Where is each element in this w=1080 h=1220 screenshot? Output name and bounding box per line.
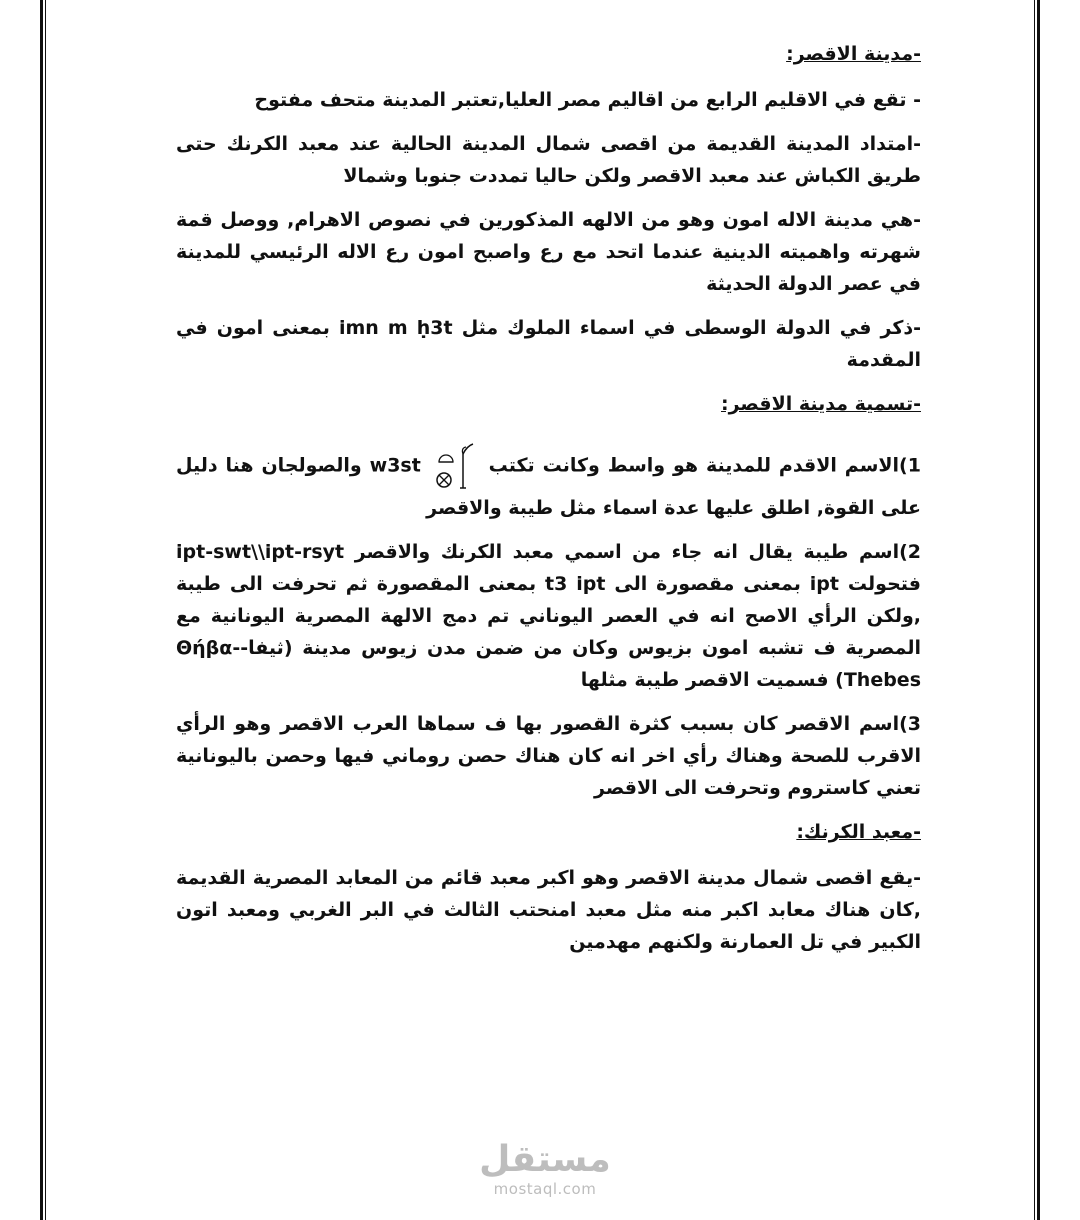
paragraph-middle-kingdom-a: -ذكر في الدولة الوسطى في اسماء الملوك مثل [461, 317, 922, 339]
paragraph-location: - تقع في الاقليم الرابع من اقاليم مصر العليا,تعتبر المدينة متحف مفتوح [254, 89, 921, 111]
page-border-right-inner [1034, 0, 1035, 1220]
page-border-left-inner [45, 0, 46, 1220]
mostaql-watermark [470, 1140, 620, 1198]
paragraph-extent: -امتداد المدينة القديمة من اقصى شمال المدينة الحالية عند معبد الكرنك حتى طريق الكباش عند معبد الاقصر ولكن حاليا تمددت جنوبا وشمالا [176, 133, 921, 187]
paragraph-middle-kingdom-b: بمعنى امون في المقدمة [176, 317, 921, 371]
watermark-arabic: مستقل [479, 1139, 611, 1180]
paragraph-karnak: -يقع اقصى شمال مدينة الاقصر وهو اكبر معبد قائم من المعابد المصرية القديمة ,كان هناك معابد اكبر منه مثل معبد امنحتب الثالث في البر الغربي ومعبد اتون الكبير في تل العمارنة ولكنهم مهدمين [176, 867, 921, 953]
document-body [176, 38, 921, 970]
section-heading-naming: -تسمية مدينة الاقصر: [721, 393, 921, 415]
transliteration-imn-m-h3t: imn m ḥ3t [338, 317, 453, 339]
paragraph-amun: -هي مدينة الاله امون وهو من الالهه المذكورين في نصوص الاهرام, ووصل قمة شهرته واهميته الدينية عندما اتحد مع رع واصبح امون رع الاله الرئيسي للمدينة في عصر الدولة الحديثة [176, 209, 921, 295]
page-border-left [40, 0, 43, 1220]
paragraph-oldest-name-a: 1)الاسم الاقدم للمدينة هو واسط وكانت تكتب [488, 454, 921, 477]
section-heading-karnak: -معبد الكرنك: [796, 821, 921, 843]
paragraph-oldest-name-b: والصولجان هنا دليل على القوة, اطلق عليها عدة اسماء مثل طيبة والاقصر [176, 454, 921, 519]
transliteration-w3st: w3st [369, 454, 421, 477]
hieroglyph-w3st-icon [433, 440, 477, 492]
page-border-right [1037, 0, 1040, 1220]
paragraph-oldest-name [176, 440, 921, 524]
paragraph-thebes: 2)اسم طيبة يقال انه جاء من اسمي معبد الكرنك والاقصر ipt-swt\\ipt-rsyt فتحولت ipt بمعنى مقصورة الى t3 ipt بمعنى المقصورة ثم تحرفت الى طيبة ,ولكن الرأي الاصح انه في العصر اليوناني تم دمج الالهة المصرية اليونانية مع المصرية ف تشبه امون بزيوس وكان من ضمن مدن زيوس مدينة (ثيفا--Θήβα Thebes) فسميت الاقصر طيبة مثلها [176, 541, 921, 691]
section-heading-luxor-city: -مدينة الاقصر: [786, 43, 921, 65]
paragraph-luxor-name: 3)اسم الاقصر كان بسبب كثرة القصور بها ف سماها العرب الاقصر وهو الرأي الاقرب للصحة وهناك رأي اخر انه كان هناك حصن روماني فيها وحصن باليونانية تعني كاستروم وتحرفت الى الاقصر [176, 713, 921, 799]
paragraph-middle-kingdom [176, 312, 921, 376]
watermark-latin: mostaql.com [493, 1180, 597, 1198]
